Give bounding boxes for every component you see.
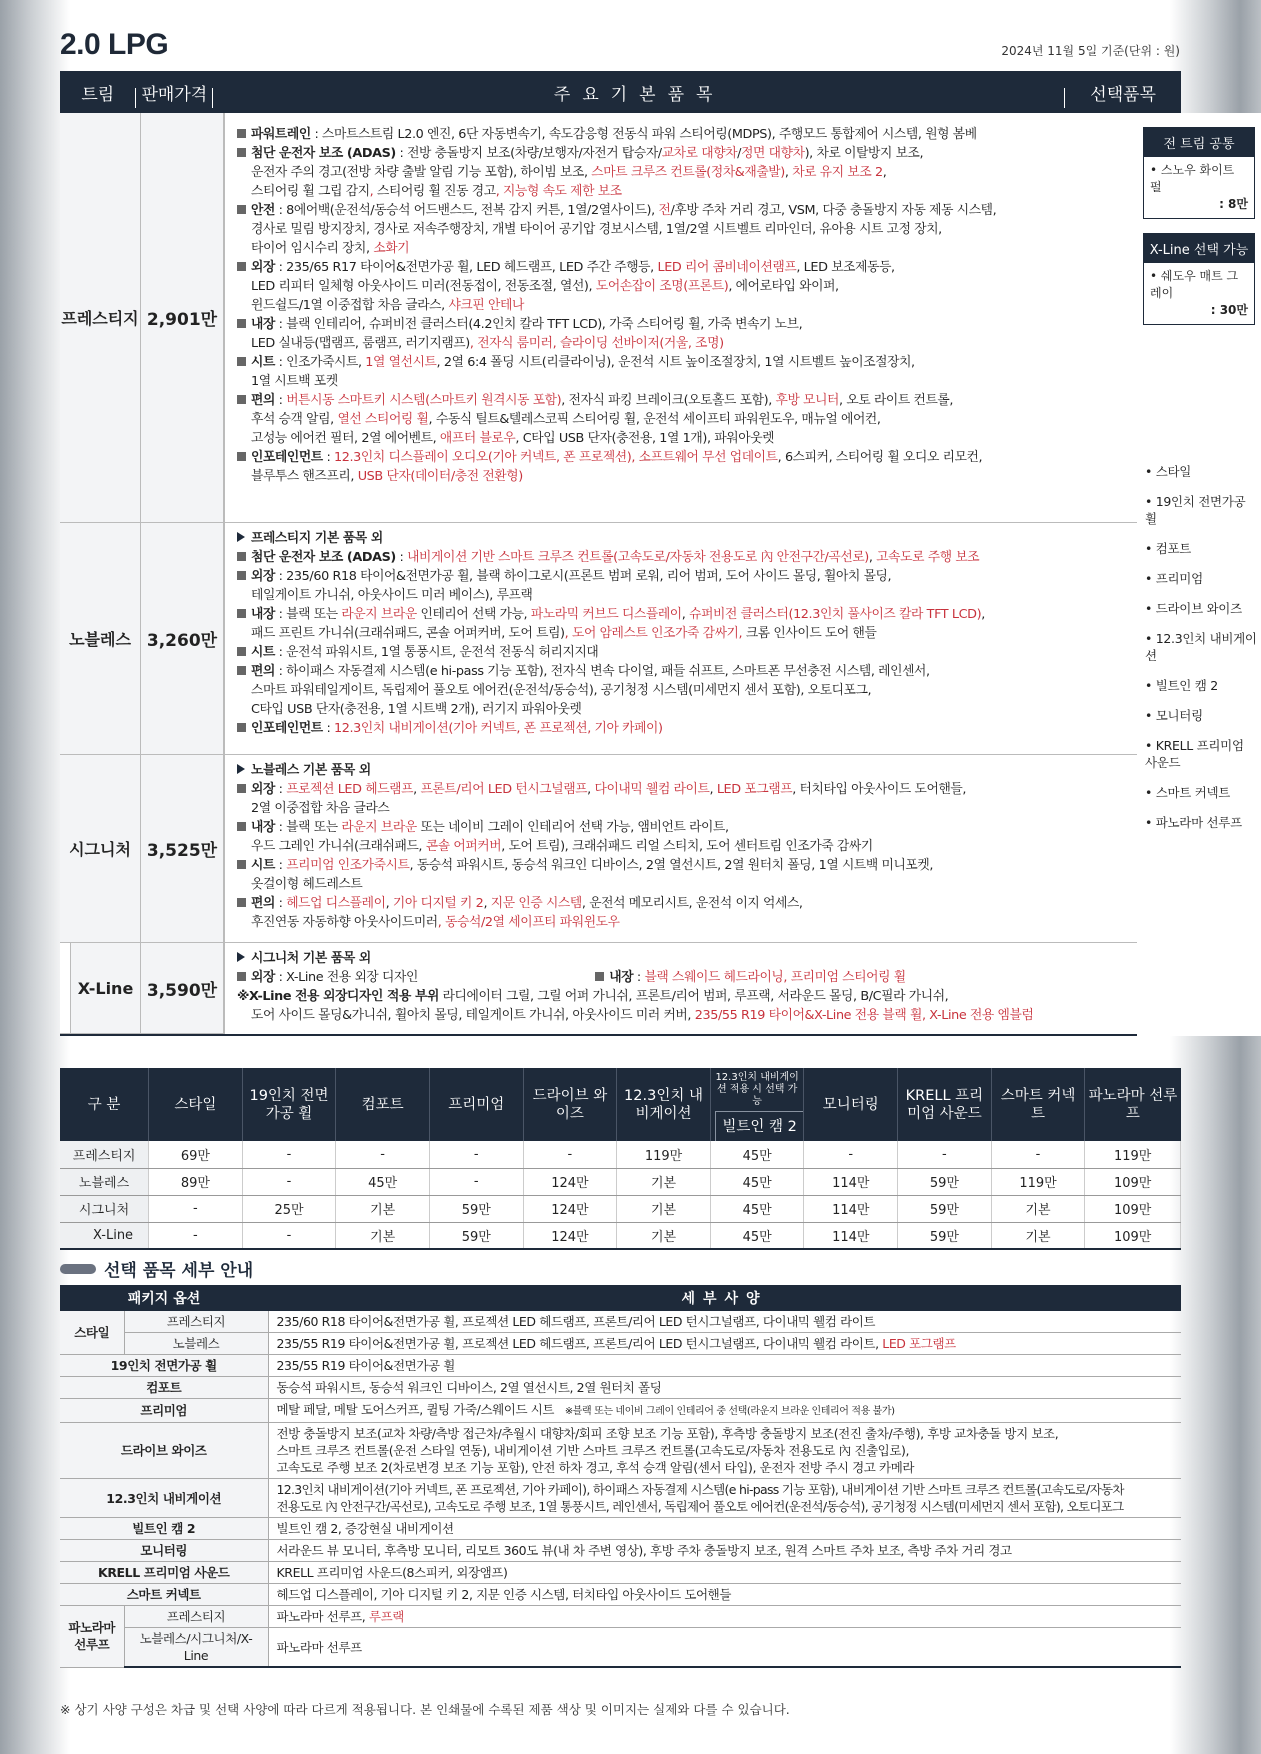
feature-line: 후석 승객 알림, 열선 스티어링 휠, 수동식 틸트&텔레스코픽 스티어링 휠, 운전석 세이프티 파워윈도우, 매뉴얼 에어컨, [251,412,881,427]
col-smart-connect: 스마트 커넥트 [991,1068,1085,1141]
feature-line: 외장 : 235/65 R17 타이어&전면가공 휠, LED 헤드램프, LED 주간 주행등, LED 리어 콤비네이션램프, LED 보조제동등, [237,258,1127,277]
detail-value: 동승석 파워시트, 동승석 워크인 디바이스, 2열 열선시트, 2열 원터치 폴딩 [268,1377,1181,1399]
detail-value: 전방 충돌방지 보조(교차 차량/측방 접근차/추월시 대향차/회피 조향 보조 기능 포함), 후측방 충돌방지 보조(전진 출차/주행), 후방 교차충돌 방지 보조, 스마트 크루즈 컨트롤(운전 스타일 연동), 내비게이션 기반 스마트 크루즈 컨트롤(고속도로/자동차 전용도로 內 진출입로), 고속도로 주행 보조 2(차로변경 보조 기능 포함), 안전 하차 경고, 후석 승객 알림(센서 타입), 운전자 전방 주시 경고 카메라 [268,1423,1181,1479]
bullet-square-icon [237,898,246,907]
table-cell: 기본 [991,1222,1085,1249]
feature-line: 시트 : 프리미엄 인조가죽시트, 동승석 파워시트, 동승석 워크인 디바이스, 2열 열선시트, 2열 원터치 폴딩, 1열 시트백 미니포켓, [237,856,1127,875]
feature-line: LED 리피터 일체형 아웃사이드 미러(전동접이, 전동조절, 열선), 도어손잡이 조명(프론트), 에어로타입 와이퍼, [251,279,839,294]
detail-value: KRELL 프리미엄 사운드(8스피커, 외장앰프) [268,1562,1181,1584]
feature-line: 인포테인먼트 : 12.3인치 디스플레이 오디오(기아 커넥트, 폰 프로젝션), 소프트웨어 무선 업데이트, 6스피커, 스티어링 휠 오디오 리모컨, [237,448,1127,467]
feature-line: 외장 : 235/60 R18 타이어&전면가공 휠, 블랙 하이그로시(프론트 범퍼 로워, 리어 범퍼, 도어 사이드 몰딩, 휠아치 몰딩, [237,567,1127,586]
table-cell: 45만 [710,1168,804,1195]
col-panorama: 파노라마 선루프 [1085,1068,1181,1141]
feature-line: 도어 사이드 몰딩&가니쉬, 휠아치 몰딩, 테일게이트 가니쉬, 아웃사이드 미러 커버, 235/55 R19 타이어&X-Line 전용 블랙 휠, X-Line 전용 엠블럼 [251,1008,1034,1023]
bullet-square-icon [237,784,246,793]
table-cell: 59만 [898,1195,992,1222]
option-list [1145,463,1257,844]
option-list-item: • 스마트 커넥트 [1145,785,1231,800]
bullet-square-icon [237,319,246,328]
table-cell: 109만 [1085,1195,1181,1222]
table-cell: 45만 [710,1195,804,1222]
feature-line: 타이어 임시수리 장치, 소화기 [251,241,410,256]
option-list-item: • 빌트인 캠 2 [1145,678,1218,693]
option-list-item: • 드라이브 와이즈 [1145,601,1242,616]
feature-line: 외장 : X-Line 전용 외장 디자인 내장 : 블랙 스웨이드 헤드라이닝, 프리미엄 스티어링 휠 [237,968,1127,987]
feature-line: 2열 이중접합 차음 글라스 [251,801,390,816]
bullet-square-icon [237,148,246,157]
feature-line: 편의 : 하이패스 자동결제 시스템(e hi-pass 기능 포함), 전자식 변속 다이얼, 패들 쉬프트, 스마트폰 무선충전 시스템, 레인센서, [237,662,1127,681]
feature-line: 블루투스 핸즈프리, USB 단자(데이터/충전 전환형) [251,469,523,484]
option-list-item: • 12.3인치 내비게이션 [1145,631,1257,663]
col-style: 스타일 [149,1068,243,1141]
bullet-square-icon [237,609,246,618]
option-box-xline [1143,233,1255,325]
table-cell: - [149,1222,243,1249]
option-detail-table [60,1285,1181,1668]
table-cell: 109만 [1085,1168,1181,1195]
table-cell: - [242,1168,336,1195]
col-wheel: 19인치 전면가공 휠 [242,1068,336,1141]
table-cell: 124만 [523,1222,617,1249]
detail-value: 235/55 R19 타이어&전면가공 휠, 프로젝션 LED 헤드램프, 프론트/리어 LED 턴시그널램프, 다이내믹 웰컴 라이트, LED 포그램프 [268,1333,1181,1355]
bullet-square-icon [237,723,246,732]
feature-line: 고성능 에어컨 필터, 2열 에어벤트, 애프터 블로우, C타입 USB 단자(충전용, 1열 1개), 파워아웃렛 [251,431,775,446]
trim-name: X-Line [70,943,141,1033]
header-basic: 주요기본품목 [213,80,1065,105]
option-list-item: • 모니터링 [1145,708,1203,723]
feature-line: 첨단 운전자 보조 (ADAS) : 내비게이션 기반 스마트 크루즈 컨트롤(고속도로/자동차 전용도로 內 안전구간/곡선로), 고속도로 주행 보조 [237,548,1127,567]
detail-key: 스마트 커넥트 [60,1584,268,1606]
option-box-common [1143,127,1255,219]
table-cell: 114만 [804,1195,898,1222]
triangle-icon [237,532,245,542]
xline-title: 시그니처 기본 품목 외 [237,949,1127,968]
option-list-item: • 프리미엄 [1145,571,1203,586]
feature-line: 옷걸이형 헤드레스트 [251,877,363,892]
trim-table-body [60,113,1257,1036]
trim-name: 프레스티지 [60,113,141,522]
table-row [60,1141,1181,1168]
table-cell: - [336,1141,430,1168]
table-cell: 59만 [898,1168,992,1195]
feature-line: 안전 : 8에어백(운전석/동승석 어드밴스드, 전복 감지 커튼, 1열/2열사이드), 전/후방 주차 거리 경고, VSM, 다중 충돌방지 자동 제동 시스템, [237,201,1127,220]
col-krell: KRELL 프리미엄 사운드 [898,1068,992,1141]
table-cell: 기본 [336,1195,430,1222]
feature-line: 후진연동 자동하향 아웃사이드미러, 동승석/2열 세이프티 파워윈도우 [251,915,620,930]
table-cell: 59만 [898,1222,992,1249]
bullet-square-icon [237,262,246,271]
table-cell: 45만 [710,1222,804,1249]
feature-line: 편의 : 헤드업 디스플레이, 기아 디지털 키 2, 지문 인증 시스템, 운전석 메모리시트, 운전석 이지 억세스, [237,894,1127,913]
table-cell: 59만 [429,1222,523,1249]
detail-key: 빌트인 캠 2 [60,1518,268,1540]
feature-line: 스티어링 휠 그립 감지, 스티어링 휠 진동 경고, 지능형 속도 제한 보조 [251,184,622,199]
table-cell: - [242,1222,336,1249]
option-price-table [60,1068,1181,1250]
feature-line: LED 실내등(맵램프, 룸램프, 러기지램프), 전자식 룸미러, 슬라이딩 선바이저(거울, 조명) [251,336,724,351]
table-cell: 25만 [242,1195,336,1222]
table-cell: 기본 [617,1168,711,1195]
col-drive-wise: 드라이브 와이즈 [523,1068,617,1141]
trim-name: 시그니처 [60,755,141,942]
detail-value: 235/55 R19 타이어&전면가공 휠 [268,1355,1181,1377]
trim-row-prestige [60,113,224,523]
row-label: 프레스티지 [60,1141,149,1168]
table-cell: - [429,1141,523,1168]
feature-group-title: 프레스티지 기본 품목 외 [237,529,1127,548]
trim-price: 3,525만 [141,755,224,942]
table-row [60,1195,1181,1222]
detail-key: 드라이브 와이즈 [60,1423,268,1479]
feature-line: 윈드쉴드/1열 이중접합 차음 글라스, 샤크핀 안테나 [251,298,524,313]
triangle-icon [237,952,245,962]
table-cell: 69만 [149,1141,243,1168]
trim-price: 3,590만 [141,943,224,1033]
table-cell: 89만 [149,1168,243,1195]
feature-column [224,113,1137,1034]
table-cell: - [991,1141,1085,1168]
feature-line: 운전자 주의 경고(전방 차량 출발 알림 기능 포함), 하이빔 보조, 스마트 크루즈 컨트롤(정차&재출발), 차로 유지 보조 2, [251,165,887,180]
table-cell: 45만 [336,1168,430,1195]
table-cell: 124만 [523,1195,617,1222]
detail-value: 파노라마 선루프, 루프랙 [268,1606,1181,1628]
bullet-square-icon [237,452,246,461]
feature-line: 파워트레인 : 스마트스트림 L2.0 엔진, 6단 자동변속기, 속도감응형 전동식 파워 스티어링(MDPS), 주행모드 통합제어 시스템, 원형 봄베 [237,125,1127,144]
col-category: 구 분 [60,1068,149,1141]
bullet-square-icon [237,129,246,138]
feature-line: ※X-Line 전용 외장디자인 적용 부위 라디에이터 그릴, 그릴 어퍼 가니쉬, 프론트/리어 범퍼, 루프랙, 서라운드 몰딩, B/C필라 가니쉬, [237,989,949,1004]
signature-features [225,755,1137,943]
bullet-square-icon [237,972,246,981]
table-cell: 기본 [617,1222,711,1249]
col-comfort: 컴포트 [336,1068,430,1141]
feature-line: 경사로 밀림 방지장치, 경사로 저속주행장치, 개별 타이어 공기압 경보시스템, 1열/2열 시트벨트 리마인더, 유아용 시트 고정 장치, [251,222,942,237]
detail-value: 메탈 페달, 메탈 도어스커프, 퀼팅 가죽/스웨이드 시트 ※블랙 또는 네이비 그레이 인테리어 중 선택(라운지 브라운 인테리어 적용 불가) [268,1399,1181,1423]
detail-value: 헤드업 디스플레이, 기아 디지털 키 2, 지문 인증 시스템, 터치타입 아웃사이드 도어핸들 [268,1584,1181,1606]
option-box-header: 전 트림 공통 [1144,128,1254,157]
table-cell: 59만 [429,1195,523,1222]
col-navigation: 12.3인치 내비게이션 [617,1068,711,1141]
option-box-item: • 쉐도우 매트 그레이 [1150,269,1239,300]
col-monitoring: 모니터링 [804,1068,898,1141]
table-cell: 114만 [804,1222,898,1249]
detail-subkey: 노블레스/시그니처/X-Line [124,1628,268,1668]
option-box-price: : 8만 [1219,197,1248,211]
trim-table [60,71,1257,1036]
table-row [60,1222,1181,1249]
table-cell: 기본 [617,1195,711,1222]
feature-line: C타입 USB 단자(충전용, 1열 시트백 2개), 러기지 파워아웃렛 [251,702,582,717]
bullet-square-icon [237,647,246,656]
trim-row-signature [60,755,224,943]
row-label: 노블레스 [60,1168,149,1195]
option-list-item: • 파노라마 선루프 [1145,815,1242,830]
bullet-square-icon [237,205,246,214]
table-cell: - [149,1195,243,1222]
feature-line: 스마트 파워테일게이트, 독립제어 풀오토 에어컨(운전석/동승석), 공기청정 시스템(미세먼지 센서 포함), 오토디포그, [251,683,872,698]
feature-group-title: 노블레스 기본 품목 외 [237,761,1127,780]
feature-line: 패드 프린트 가니쉬(크래쉬패드, 콘솔 어퍼커버, 도어 트림), 도어 암레스트 인조가죽 감싸기, 크롬 인사이드 도어 핸들 [251,626,877,641]
detail-header-spec: 세부사양 [268,1285,1181,1311]
option-box-item: • 스노우 화이트 펄 [1150,163,1235,194]
table-cell: - [898,1141,992,1168]
page-title: 2.0 LPG [60,28,169,61]
trim-price: 3,260만 [141,523,224,754]
table-cell: 109만 [1085,1222,1181,1249]
detail-key: 파노라마 선루프 [60,1606,124,1668]
detail-subkey: 노블레스 [124,1333,268,1355]
trim-price: 2,901만 [141,113,224,522]
detail-header-package: 패키지 옵션 [60,1285,268,1311]
detail-value: 12.3인치 내비게이션(기아 커넥트, 폰 프로젝션, 기아 카페이), 하이패스 자동결제 시스템(e hi-pass 기능 포함), 내비게이션 기반 스마트 크루즈 컨트롤(고속도로/자동차 전용도로 內 안전구간/곡선로), 고속도로 주행 보조, 1열 통풍시트, 레인센서, 독립제어 풀오토 에어컨(운전석/동승석), 공기청정 시스템(미세먼지 센서 포함), 오토디포그 [268,1479,1181,1518]
detail-subkey: 프레스티지 [124,1606,268,1628]
option-box-price: : 30만 [1210,303,1248,317]
trim-row-xline [60,943,224,1034]
table-cell: 기본 [991,1195,1085,1222]
detail-key: KRELL 프리미엄 사운드 [60,1562,268,1584]
feature-line: 편의 : 버튼시동 스마트키 시스템(스마트키 원격시동 포함), 전자식 파킹 브레이크(오토홀드 포함), 후방 모니터, 오토 라이트 컨트롤, [237,391,1127,410]
header-trim: 트림 [60,80,136,105]
feature-line: 우드 그레인 가니쉬(크래쉬패드, 콘솔 어퍼커버, 도어 트림), 크래쉬패드 리얼 스티치, 도어 센터트림 인조가죽 감싸기 [251,839,873,854]
bullet-square-icon [237,666,246,675]
header-price: 판매가격 [136,80,213,105]
table-cell: - [523,1141,617,1168]
table-cell: 45만 [710,1141,804,1168]
feature-line: 테일게이트 가니쉬, 아웃사이드 미러 베이스), 루프랙 [251,588,533,603]
detail-value: 235/60 R18 타이어&전면가공 휠, 프로젝션 LED 헤드램프, 프론트/리어 LED 턴시그널램프, 다이내믹 웰컴 라이트 [268,1311,1181,1333]
detail-key: 19인치 전면가공 휠 [60,1355,268,1377]
option-list-item: • KRELL 프리미엄 사운드 [1145,738,1244,770]
option-box-header: X-Line 선택 가능 [1144,234,1254,263]
bullet-square-icon [237,357,246,366]
row-label: 시그니처 [60,1195,149,1222]
table-cell: 119만 [991,1168,1085,1195]
option-list-item: • 컴포트 [1145,541,1192,556]
feature-line: 내장 : 블랙 또는 라운지 브라운 또는 네이비 그레이 인테리어 선택 가능, 앰비언트 라이트, [237,818,1127,837]
xline-features [225,943,1137,1034]
option-column [1137,113,1261,1036]
feature-line: 외장 : 프로젝션 LED 헤드램프, 프론트/리어 LED 턴시그널램프, 다이내믹 웰컴 라이트, LED 포그램프, 터치타입 아웃사이드 도어핸들, [237,780,1127,799]
footnote: ※ 상기 사양 구성은 차급 및 선택 사양에 따라 다르게 적용됩니다. 본 인쇄물에 수록된 제품 색상 및 이미지는 실제와 다를 수 있습니다. [60,1702,790,1717]
detail-key: 스타일 [60,1311,124,1355]
detail-key: 프리미엄 [60,1399,268,1423]
feature-line: 인포테인먼트 : 12.3인치 내비게이션(기아 커넥트, 폰 프로젝션, 기아 카페이) [237,719,1127,738]
trim-row-noblesse [60,523,224,755]
detail-section-title: 선택 품목 세부 안내 [60,1256,253,1281]
header-option: 선택품목 [1090,84,1156,105]
detail-key: 컴포트 [60,1377,268,1399]
col-builtin-cam: 12.3인치 내비게이션 적용 시 선택 가능 빌트인 캠 2 [710,1068,804,1141]
table-row [60,1168,1181,1195]
detail-key: 12.3인치 내비게이션 [60,1479,268,1518]
table-cell: - [429,1168,523,1195]
table-cell: - [804,1141,898,1168]
noblesse-features [225,523,1137,755]
option-list-item: • 19인치 전면가공 휠 [1145,494,1246,526]
bullet-square-icon [595,972,604,981]
bullet-square-icon [237,395,246,404]
triangle-icon [237,764,245,774]
detail-value: 파노라마 선루프 [268,1628,1181,1668]
detail-key: 모니터링 [60,1540,268,1562]
bullet-square-icon [237,552,246,561]
as-of-date: 2024년 11월 5일 기준(단위 : 원) [1001,44,1180,58]
detail-value: 서라운드 뷰 모니터, 후측방 모니터, 리모트 360도 뷰(내 차 주변 영상), 후방 주차 충돌방지 보조, 원격 스마트 주차 보조, 측방 주차 거리 경고 [268,1540,1181,1562]
feature-line: 1열 시트백 포켓 [251,374,338,389]
feature-line: 내장 : 블랙 또는 라운지 브라운 인테리어 선택 가능, 파노라믹 커브드 디스플레이, 슈퍼비전 클러스터(12.3인치 풀사이즈 칼라 TFT LCD), [237,605,1127,624]
table-cell: 124만 [523,1168,617,1195]
feature-line: 시트 : 인조가죽시트, 1열 열선시트, 2열 6:4 폴딩 시트(리클라이닝), 운전석 시트 높이조절장치, 1열 시트벨트 높이조절장치, [237,353,1127,372]
option-list-item: • 스타일 [1145,464,1192,479]
col-premium: 프리미엄 [429,1068,523,1141]
table-cell: - [242,1141,336,1168]
prestige-features [225,113,1137,523]
feature-line: 내장 : 블랙 인테리어, 슈퍼비전 클러스터(4.2인치 칼라 TFT LCD), 가죽 스티어링 휠, 가죽 변속기 노브, [237,315,1127,334]
bullet-square-icon [237,822,246,831]
row-label: X-Line [60,1222,149,1249]
table-cell: 119만 [617,1141,711,1168]
table-cell: 기본 [336,1222,430,1249]
feature-line: 첨단 운전자 보조 (ADAS) : 전방 충돌방지 보조(차량/보행자/자전거 탑승자/교차로 대향차/정면 대향차), 차로 이탈방지 보조, [237,144,1127,163]
bullet-square-icon [237,571,246,580]
table-cell: 119만 [1085,1141,1181,1168]
feature-line: 시트 : 운전석 파워시트, 1열 통풍시트, 운전석 전동식 허리지지대 [237,643,1127,662]
detail-subkey: 프레스티지 [124,1311,268,1333]
table-cell: 114만 [804,1168,898,1195]
bullet-square-icon [237,860,246,869]
trim-name: 노블레스 [60,523,141,754]
detail-value: 빌트인 캠 2, 증강현실 내비게이션 [268,1518,1181,1540]
trim-table-header [60,71,1181,113]
pill-icon [60,1264,96,1274]
